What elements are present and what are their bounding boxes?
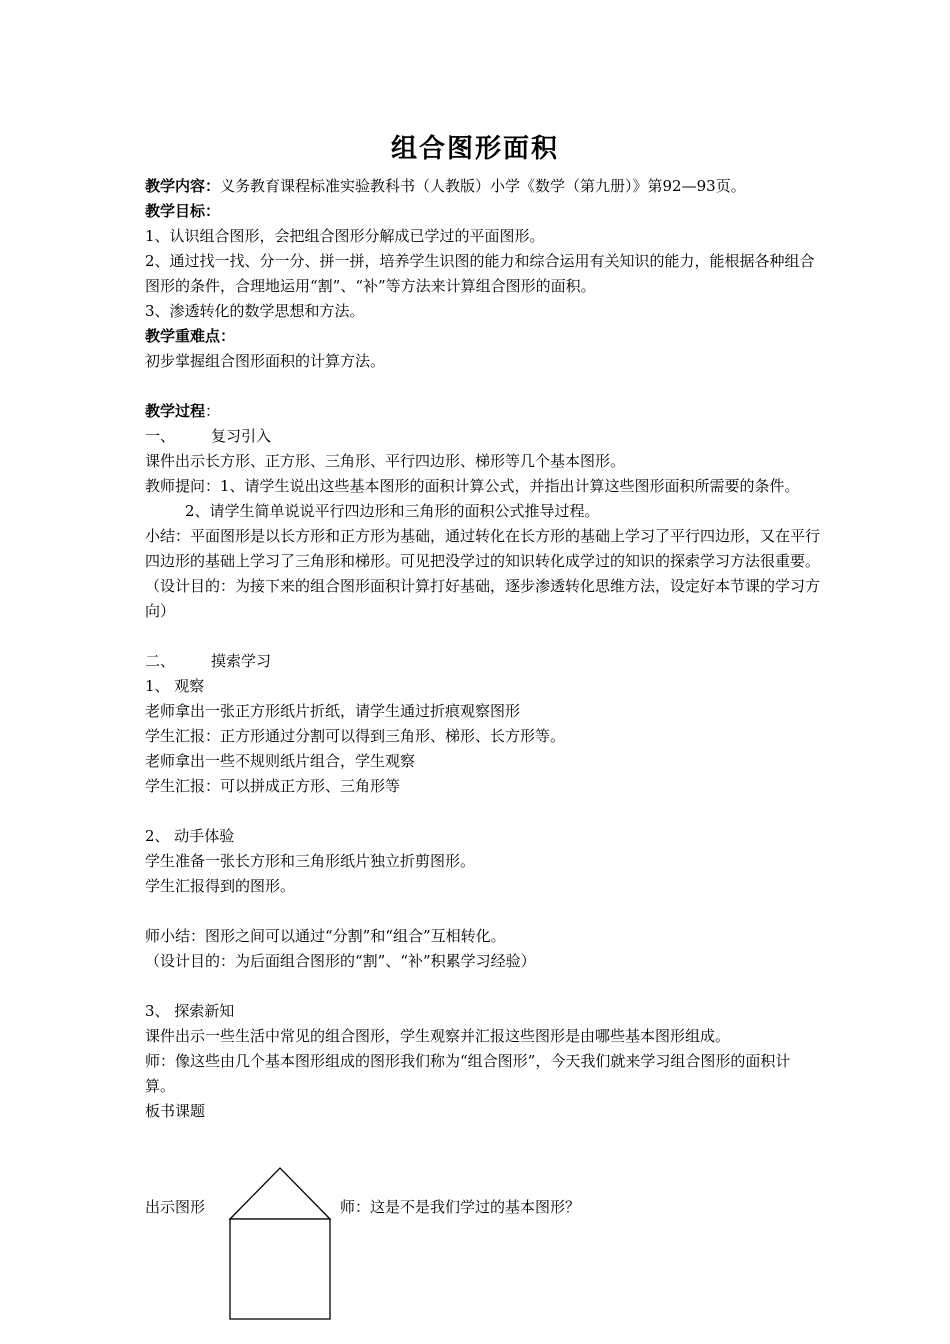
content-text: 义务教育课程标准实验教科书（人教版）小学《数学（第九册）》第92—93页。: [220, 177, 746, 195]
paragraph: 2、请学生简单说说平行四边形和三角形的面积公式推导过程。: [185, 502, 600, 520]
paragraph: 学生准备一张长方形和三角形纸片独立折剪图形。: [145, 852, 476, 870]
subsection-title: 3、 探索新知: [145, 1002, 235, 1020]
process-label: 教学过程: [145, 402, 206, 420]
square-base: [230, 1219, 330, 1319]
keypoints-label: 教学重难点：: [145, 327, 236, 345]
design-note: （设计目的：为后面组合图形的“割”、“补”积累学习经验）: [145, 952, 536, 970]
section-heading: [145, 424, 820, 449]
goal-item: 2、通过找一找、分一分、拼一拼，培养学生识图的能力和综合运用有关知识的能力，能根据各种组合图形的条件，合理地运用“割”、“补”等方法来计算组合图形的面积。: [145, 252, 815, 295]
goal-item: 3、渗透转化的数学思想和方法。: [145, 302, 365, 320]
paragraph: 板书课题: [145, 1102, 206, 1120]
process-heading: [145, 399, 820, 424]
paragraph: 教师提问：1、请学生说出这些基本图形的面积计算公式，并指出计算这些图形面积所需要的条件。: [145, 477, 800, 495]
summary-paragraph: 师小结：图形之间可以通过“分割”和“组合”互相转化。: [145, 927, 506, 945]
process-colon: ：: [205, 402, 221, 420]
paragraph: 老师拿出一张正方形纸片折纸，请学生通过折痕观察图形: [145, 702, 521, 720]
goal-item: 1、认识组合图形，会把组合图形分解成已学过的平面图形。: [145, 227, 545, 245]
content-label: 教学内容：: [145, 177, 221, 195]
paragraph: 学生汇报得到的图形。: [145, 877, 296, 895]
paragraph: 课件出示长方形、正方形、三角形、平行四边形、梯形等几个基本图形。: [145, 452, 626, 470]
teaching-content: [145, 174, 820, 199]
house-shape-figure: [228, 1166, 332, 1322]
triangle-roof: [230, 1168, 330, 1219]
design-note: （设计目的：为接下来的组合图形面积计算打好基础，逐步渗透转化思维方法，设定好本节课的学习方向）: [145, 577, 821, 620]
goals-label: 教学目标：: [145, 202, 221, 220]
document-body: [145, 174, 820, 1124]
section-title: 摸索学习: [211, 652, 272, 670]
section-heading: [145, 649, 820, 674]
show-question: 师：这是不是我们学过的基本图形？: [340, 1198, 581, 1216]
section-number: 二、: [145, 652, 176, 670]
summary-paragraph: 小结：平面图形是以长方形和正方形为基础，通过转化在长方形的基础上学习了平行四边形，又在平行四边形的基础上学习了三角形和梯形。可见把没学过的知识转化成学过的知识的探索学习方法很重要。: [145, 527, 821, 570]
subsection-title: 2、 动手体验: [145, 827, 235, 845]
paragraph: 学生汇报：可以拼成正方形、三角形等: [145, 777, 401, 795]
show-label: 出示图形: [145, 1198, 206, 1216]
page-title: 组合图形面积: [390, 134, 559, 164]
keypoints-text: 初步掌握组合图形面积的计算方法。: [145, 352, 386, 370]
paragraph: 课件出示一些生活中常见的组合图形，学生观察并汇报这些图形是由哪些基本图形组成。: [145, 1027, 731, 1045]
paragraph: 学生汇报：正方形通过分割可以得到三角形、梯形、长方形等。: [145, 727, 566, 745]
subsection-title: 1、 观察: [145, 677, 205, 695]
section-title: 复习引入: [211, 427, 272, 445]
paragraph: 师：像这些由几个基本图形组成的图形我们称为“组合图形”，今天我们就来学习组合图形的面积计算。: [145, 1052, 791, 1095]
paragraph: 老师拿出一些不规则纸片组合，学生观察: [145, 752, 416, 770]
section-number: 一、: [145, 427, 176, 445]
